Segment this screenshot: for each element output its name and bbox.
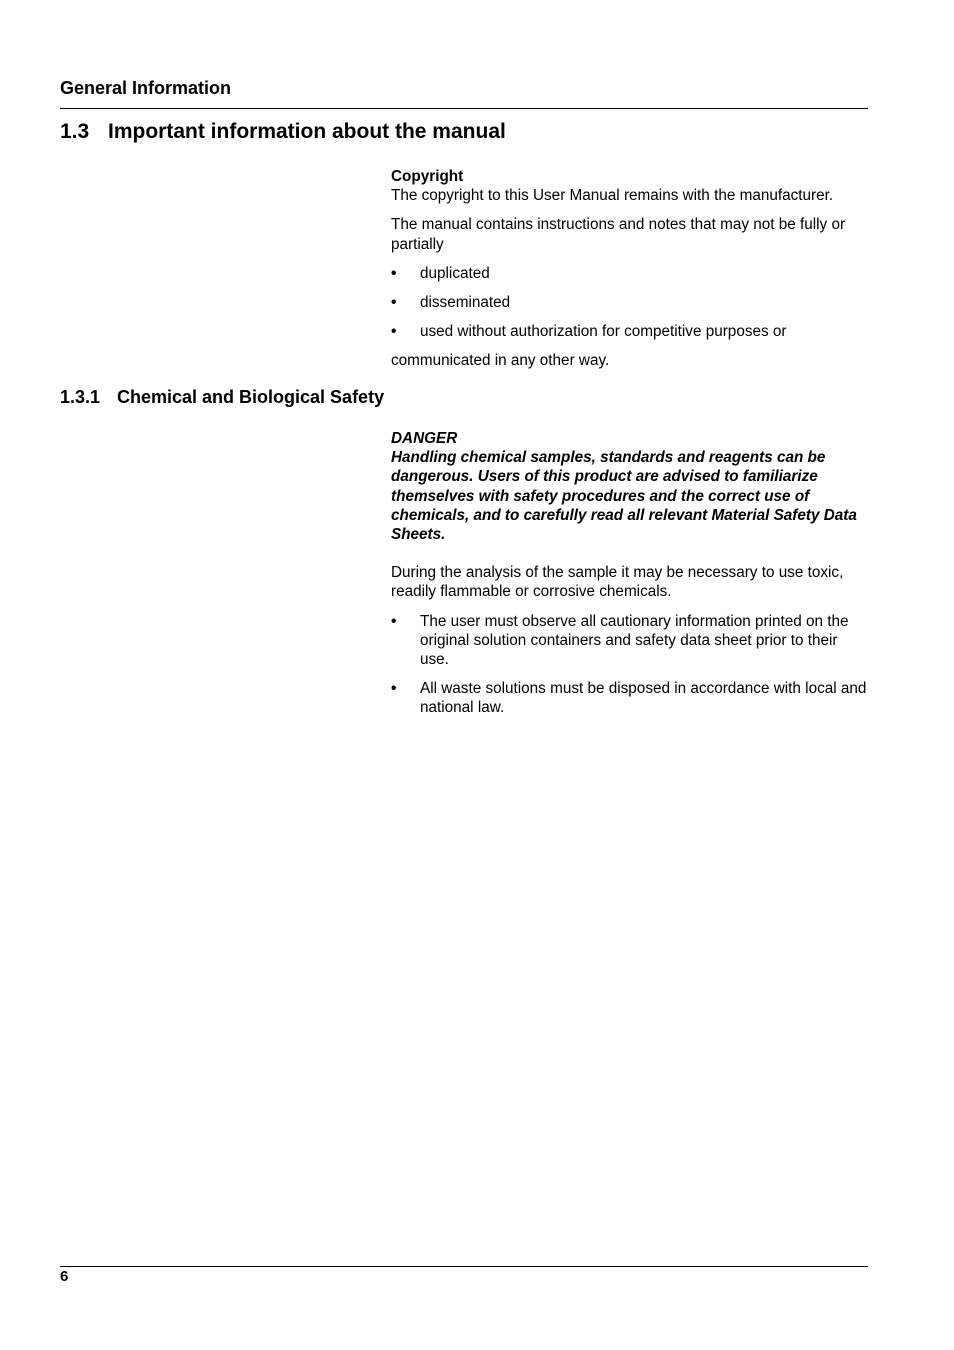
danger-notice <box>391 429 868 544</box>
closing-text: communicated in any other way. <box>391 352 610 370</box>
bullet-glyph: • <box>391 294 397 312</box>
danger-label: DANGER <box>391 430 458 447</box>
footer-rule <box>60 1266 868 1267</box>
safety-list <box>391 612 868 718</box>
section-title <box>60 120 506 144</box>
analysis-text: During the analysis of the sample it may be necessary to use toxic, readily flammable or corrosive chemicals. <box>391 564 844 601</box>
bullet-glyph: • <box>391 680 397 698</box>
section-number: 1.3 <box>60 120 90 143</box>
subsection-number: 1.3.1 <box>60 387 101 407</box>
running-head: General Information <box>60 78 232 98</box>
bullet-glyph: • <box>391 323 397 341</box>
restriction-list <box>391 264 868 342</box>
list-item-text: The user must observe all cautionary information printed on the original solution containers and safety data sheet prior to their use. <box>420 612 849 669</box>
copyright-column <box>391 167 868 371</box>
section-title-text: Important information about the manual <box>108 120 506 143</box>
copyright-heading: Copyright <box>391 168 464 185</box>
list-item <box>391 264 868 283</box>
list-item <box>391 612 868 670</box>
list-item <box>391 679 868 717</box>
intro-text: The manual contains instructions and notes that may not be fully or partially <box>391 216 846 253</box>
list-item-text: duplicated <box>420 264 490 282</box>
list-item-text: All waste solutions must be disposed in accordance with local and national law. <box>420 680 867 717</box>
page-number: 6 <box>60 1268 69 1285</box>
safety-column <box>391 429 868 718</box>
list-item-text: disseminated <box>420 294 511 312</box>
bullet-glyph: • <box>391 264 397 282</box>
copyright-text: The copyright to this User Manual remains with the manufacturer. <box>391 187 834 205</box>
danger-text: Handling chemical samples, standards and reagents can be dangerous. Users of this product are advised to familiarize themselves with safety procedures and the correct use of chemicals, and to carefully read all relevant Material Safety Data Sheets. <box>391 449 857 544</box>
header-rule <box>60 108 868 109</box>
subsection-title <box>60 387 384 408</box>
bullet-glyph: • <box>391 612 397 630</box>
list-item <box>391 322 868 341</box>
list-item <box>391 293 868 312</box>
list-item-text: used without authorization for competitive purposes or <box>420 323 787 341</box>
subsection-title-text: Chemical and Biological Safety <box>117 387 385 407</box>
